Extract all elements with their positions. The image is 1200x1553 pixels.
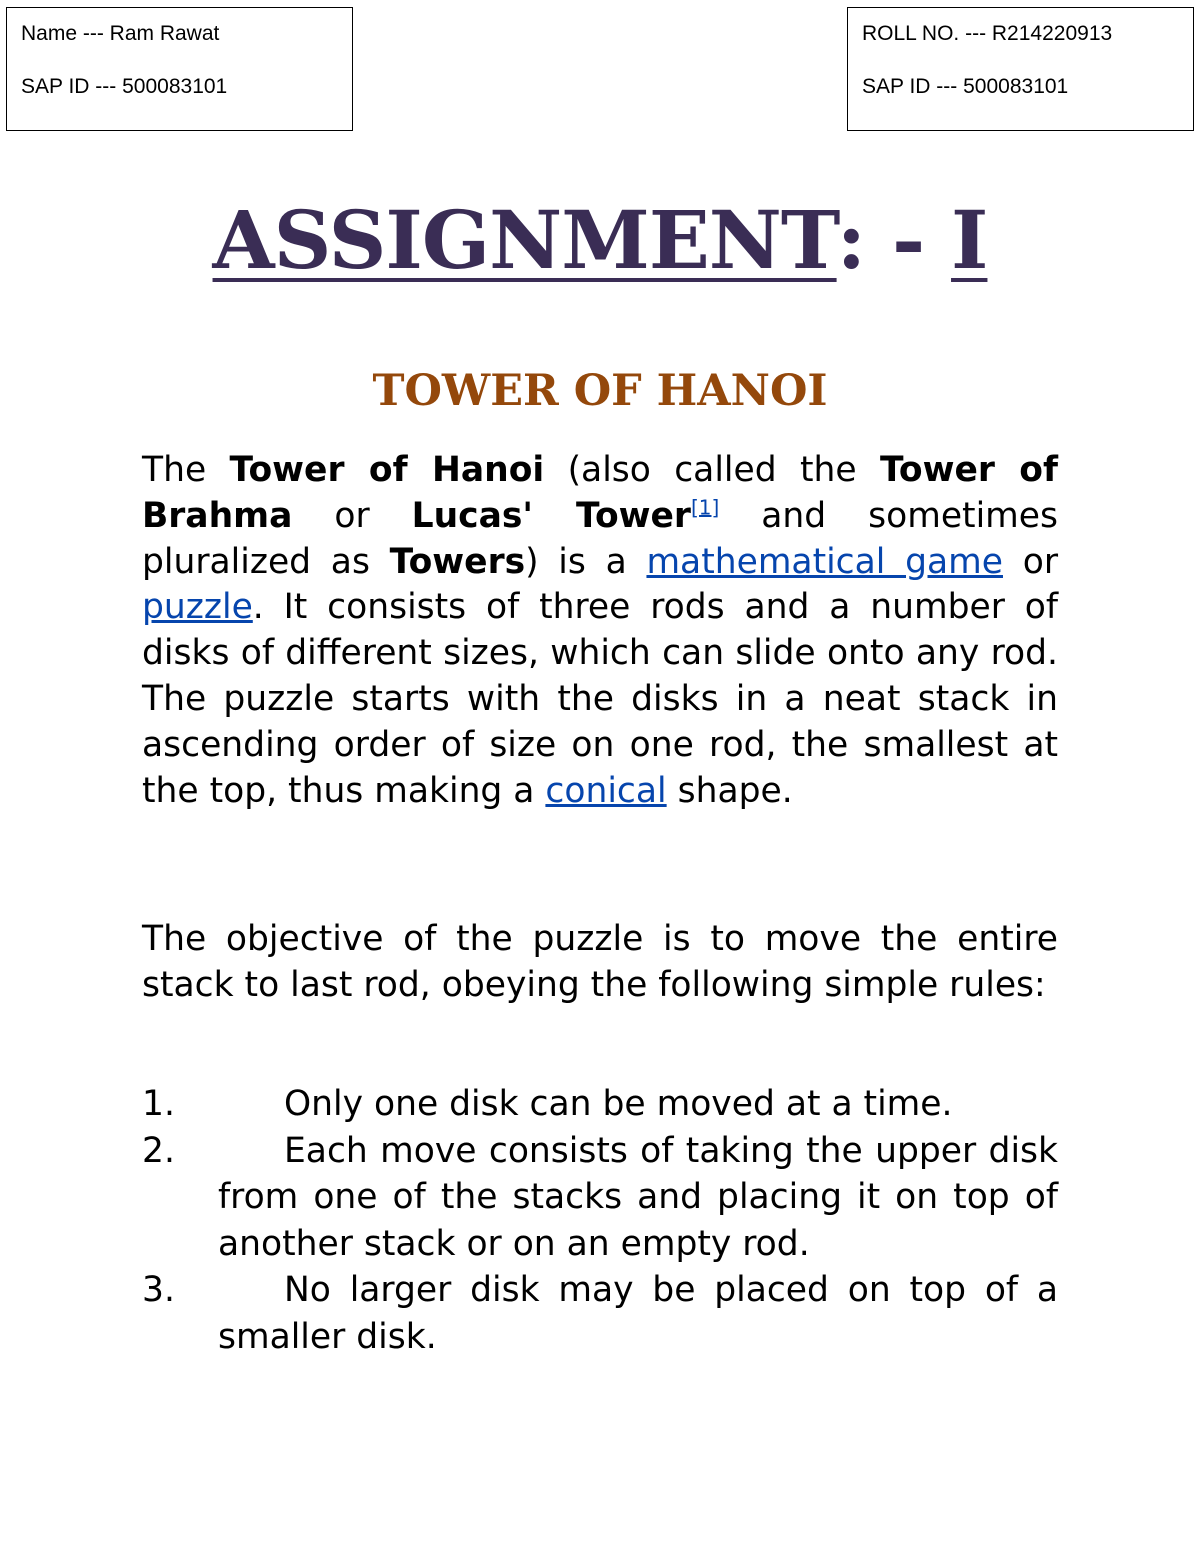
topic-heading: TOWER OF HANOI	[372, 366, 828, 416]
rule-number: 3.	[142, 1270, 175, 1310]
objective-paragraph: The objective of the puzzle is to move the entire stack to last rod, obeying the following simple rules:	[142, 919, 1058, 1005]
text-run: The	[142, 450, 230, 490]
rules-list	[142, 1081, 1058, 1360]
rule-text: Each move consists of taking the upper disk from one of the stacks and placing it on top of another stack or on an empty rod.	[218, 1130, 1058, 1264]
roll-info-box	[847, 7, 1194, 131]
roll-number: ROLL NO. --- R214220913	[862, 22, 1113, 45]
bold-term: Towers	[389, 541, 526, 582]
mathematical-game-link[interactable]: mathematical game	[646, 541, 1003, 582]
rule-number: 1.	[142, 1084, 175, 1124]
rule-item	[142, 1128, 1058, 1268]
text-run: shape.	[666, 770, 793, 811]
assignment-title	[0, 193, 1200, 287]
reference-link[interactable]: [1]	[690, 495, 720, 520]
text-run: ) is a	[525, 541, 647, 582]
text-run: . It consists of three rods and a number of disks of different sizes, which can slide onto any rod. The puzzle starts with the disks in a neat stack in ascending order of size on one rod, the smallest at the top, thus making a	[142, 587, 1058, 811]
roll-sap-id: SAP ID --- 500083101	[862, 75, 1069, 98]
bold-term: Tower of Hanoi	[229, 450, 545, 490]
student-info-box	[6, 7, 353, 131]
text-run: or	[292, 495, 412, 536]
text-run: (also called the	[544, 450, 880, 490]
text-run: and sometimes pluralized as	[142, 495, 1058, 582]
student-name: Name --- Ram Rawat	[21, 22, 220, 45]
conical-link[interactable]: conical	[545, 770, 667, 811]
assignment-title-number: I	[951, 193, 988, 287]
bold-term: Tower of Brahma	[142, 450, 1059, 536]
intro-paragraph	[142, 448, 1058, 814]
text-run: or	[1002, 541, 1058, 582]
rule-item	[142, 1081, 1058, 1128]
assignment-title-main: ASSIGNMENT	[212, 193, 837, 287]
rule-text: Only one disk can be moved at a time.	[284, 1084, 953, 1124]
rule-number: 2.	[142, 1130, 175, 1171]
student-sap-id: SAP ID --- 500083101	[21, 75, 228, 98]
rule-text: No larger disk may be placed on top of a smaller disk.	[218, 1270, 1058, 1357]
assignment-title-separator: : -	[836, 193, 952, 287]
bold-term: Lucas' Tower	[411, 495, 691, 536]
rule-item	[142, 1267, 1058, 1360]
puzzle-link[interactable]: puzzle	[142, 587, 253, 628]
